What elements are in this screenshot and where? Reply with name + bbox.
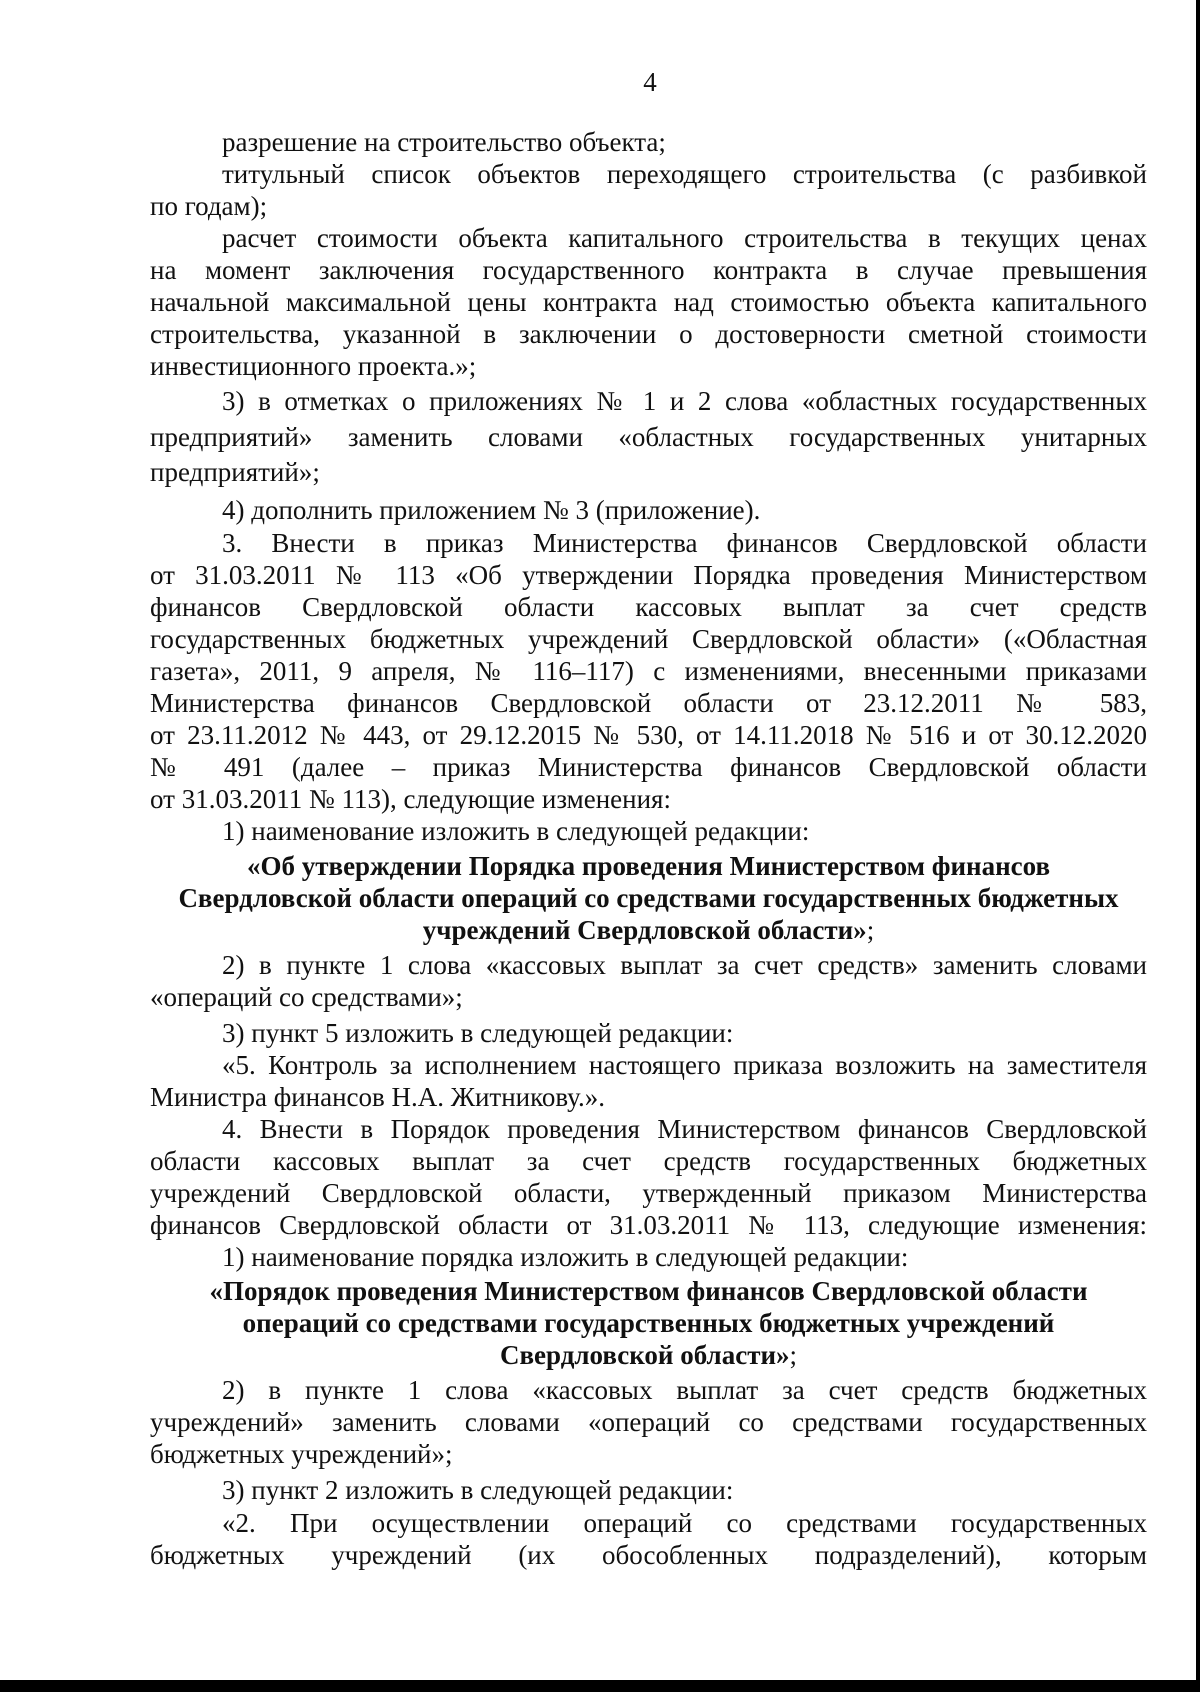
text-line: 1) наименование порядка изложить в следующей редакции:: [222, 1242, 909, 1272]
text-line: предприятий»;: [150, 457, 320, 487]
text-line: расчет стоимости объекта капитального строительства в текущих ценах: [222, 223, 1147, 253]
text-line: бюджетных учреждений (их обособленных подразделений), которым: [150, 1540, 1147, 1570]
text-line: от 31.03.2011 № 113), следующие изменения:: [150, 784, 671, 814]
text-line: 2) в пункте 1 слова «кассовых выплат за счет средств» заменить словами: [222, 950, 1147, 980]
text-line: 1) наименование изложить в следующей редакции:: [222, 816, 810, 846]
text-line: инвестиционного проекта.»;: [150, 351, 477, 381]
text-line: от 23.11.2012 № 443, от 29.12.2015 № 530, от 14.11.2018 № 516 и от 30.12.2020: [150, 720, 1147, 750]
text-line: разрешение на строительство объекта;: [222, 127, 666, 157]
text-line: области кассовых выплат за счет средств государственных бюджетных: [150, 1146, 1147, 1176]
text-line: 3) пункт 5 изложить в следующей редакции:: [222, 1018, 734, 1048]
text-line: Министерства финансов Свердловской области от 23.12.2011 № 583,: [150, 688, 1147, 718]
text-line: 4) дополнить приложением № 3 (приложение).: [222, 495, 761, 525]
text-line: 3) в отметках о приложениях № 1 и 2 слова «областных государственных: [222, 386, 1147, 416]
text-line: учреждений Свердловской области, утвержденный приказом Министерства: [150, 1178, 1147, 1208]
page-edge-bottom: [0, 1680, 1200, 1692]
text-line: 4. Внести в Порядок проведения Министерством финансов Свердловской: [222, 1114, 1147, 1144]
text-line: на момент заключения государственного контракта в случае превышения: [150, 255, 1147, 285]
heading-semicolon: ;: [866, 915, 875, 945]
text-line: № 491 (далее – приказ Министерства финансов Свердловской области: [150, 752, 1147, 782]
text-line: газета», 2011, 9 апреля, № 116–117) с изменениями, внесенными приказами: [150, 656, 1147, 686]
bold-heading-line: «Об утверждении Порядка проведения Министерством финансов: [246, 851, 1051, 881]
text-line: учреждений» заменить словами «операций со средствами государственных: [150, 1407, 1147, 1437]
bold-heading-line: операций со средствами государственных бюджетных учреждений: [242, 1308, 1055, 1338]
text-line: строительства, указанной в заключении о достоверности сметной стоимости: [150, 319, 1147, 349]
text-line: государственных бюджетных учреждений Свердловской области» («Областная: [150, 624, 1147, 654]
text-line: 2) в пункте 1 слова «кассовых выплат за счет средств бюджетных: [222, 1375, 1147, 1405]
bold-heading-line: «Порядок проведения Министерством финансов Свердловской области: [209, 1276, 1088, 1306]
text-line: «операций со средствами»;: [150, 982, 463, 1012]
bold-heading-line: Свердловской области операций со средствами государственных бюджетных: [178, 883, 1119, 913]
text-line: от 31.03.2011 № 113 «Об утверждении Порядка проведения Министерством: [150, 560, 1147, 590]
heading-semicolon: ;: [789, 1340, 798, 1370]
page-number: 4: [643, 67, 657, 97]
bold-heading-line: [150, 914, 1147, 946]
text-line: финансов Свердловской области кассовых выплат за счет средств: [150, 592, 1147, 622]
text-line: финансов Свердловской области от 31.03.2011 № 113, следующие изменения:: [150, 1210, 1147, 1240]
text-line: Министра финансов Н.А. Житникову.».: [150, 1082, 605, 1112]
bold-heading-line: [150, 1339, 1147, 1371]
text-line: «5. Контроль за исполнением настоящего приказа возложить на заместителя: [222, 1050, 1147, 1080]
text-line: начальной максимальной цены контракта над стоимостью объекта капитального: [150, 287, 1147, 317]
text-line: бюджетных учреждений»;: [150, 1439, 453, 1469]
text-line: титульный список объектов переходящего строительства (с разбивкой: [222, 159, 1147, 189]
page-edge-right: [1196, 0, 1200, 1692]
bold-heading-text: Свердловской области»: [499, 1340, 790, 1370]
text-line: 3) пункт 2 изложить в следующей редакции:: [222, 1475, 734, 1505]
text-line: по годам);: [150, 191, 268, 221]
bold-heading-text: учреждений Свердловской области»: [422, 915, 867, 945]
text-line: предприятий» заменить словами «областных государственных унитарных: [150, 422, 1147, 452]
text-line: «2. При осуществлении операций со средствами государственных: [222, 1508, 1147, 1538]
text-line: 3. Внести в приказ Министерства финансов Свердловской области: [222, 528, 1147, 558]
